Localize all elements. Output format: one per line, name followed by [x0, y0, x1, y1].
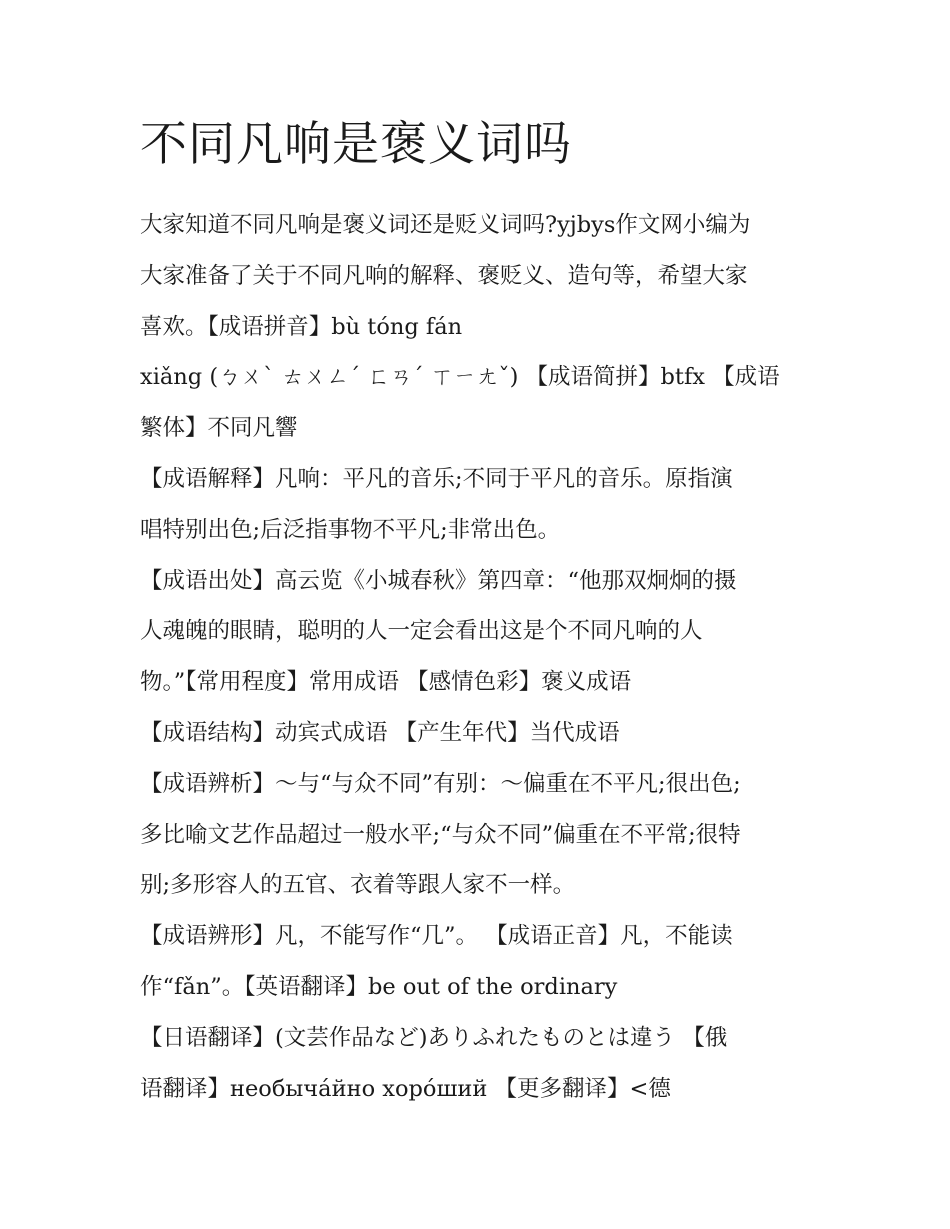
body-line: 唱特别出色;后泛指事物不平凡;非常出色。	[140, 516, 561, 543]
body-line: 【成语结构】动宾式成语 【产生年代】当代成语	[140, 719, 620, 746]
article-body	[140, 200, 812, 1114]
body-line: 【日语翻译】(文芸作品など)ありふれたものとは違う 【俄	[140, 1024, 728, 1051]
body-line: 喜欢。【成语拼音】bù tóng fán	[140, 313, 463, 340]
body-line: 【成语解释】凡响：平凡的音乐;不同于平凡的音乐。原指演	[140, 465, 733, 492]
body-line: 人魂魄的眼睛，聪明的人一定会看出这是个不同凡响的人	[140, 618, 703, 645]
body-line: 【成语辨形】凡，不能写作“几”。 【成语正音】凡，不能读	[140, 923, 733, 950]
body-line: 大家知道不同凡响是褒义词还是贬义词吗?yjbys作文网小编为	[140, 212, 751, 238]
page-title: 不同凡响是褒义词吗	[140, 117, 572, 172]
body-line: 别;多形容人的五官、衣着等跟人家不一样。	[140, 872, 576, 899]
body-line: 物。”【常用程度】常用成语 【感情色彩】褒义成语	[140, 669, 632, 696]
body-line: 繁体】不同凡響	[140, 415, 298, 442]
body-line: 【成语辨析】～与“与众不同”有别：～偏重在不平凡;很出色;	[140, 770, 741, 797]
document-page	[140, 112, 812, 1114]
body-line: 【成语出处】高云览《小城春秋》第四章：“他那双炯炯的摄	[140, 567, 737, 594]
body-line: xiǎng (ㄅㄨˋ ㄊㄨㄥˊ ㄈㄢˊ ㄒㄧㄤˇ) 【成语简拼】btfx 【成语	[140, 364, 780, 391]
body-line: 大家准备了关于不同凡响的解释、褒贬义、造句等，希望大家	[140, 262, 748, 289]
body-line: 作“fǎn”。【英语翻译】be out of the ordinary	[140, 973, 618, 1000]
body-line: 多比喻文艺作品超过一般水平;“与众不同”偏重在不平常;很特	[140, 821, 741, 848]
body-line: 语翻译】необычáйно хорóший 【更多翻译】<德	[140, 1075, 671, 1102]
